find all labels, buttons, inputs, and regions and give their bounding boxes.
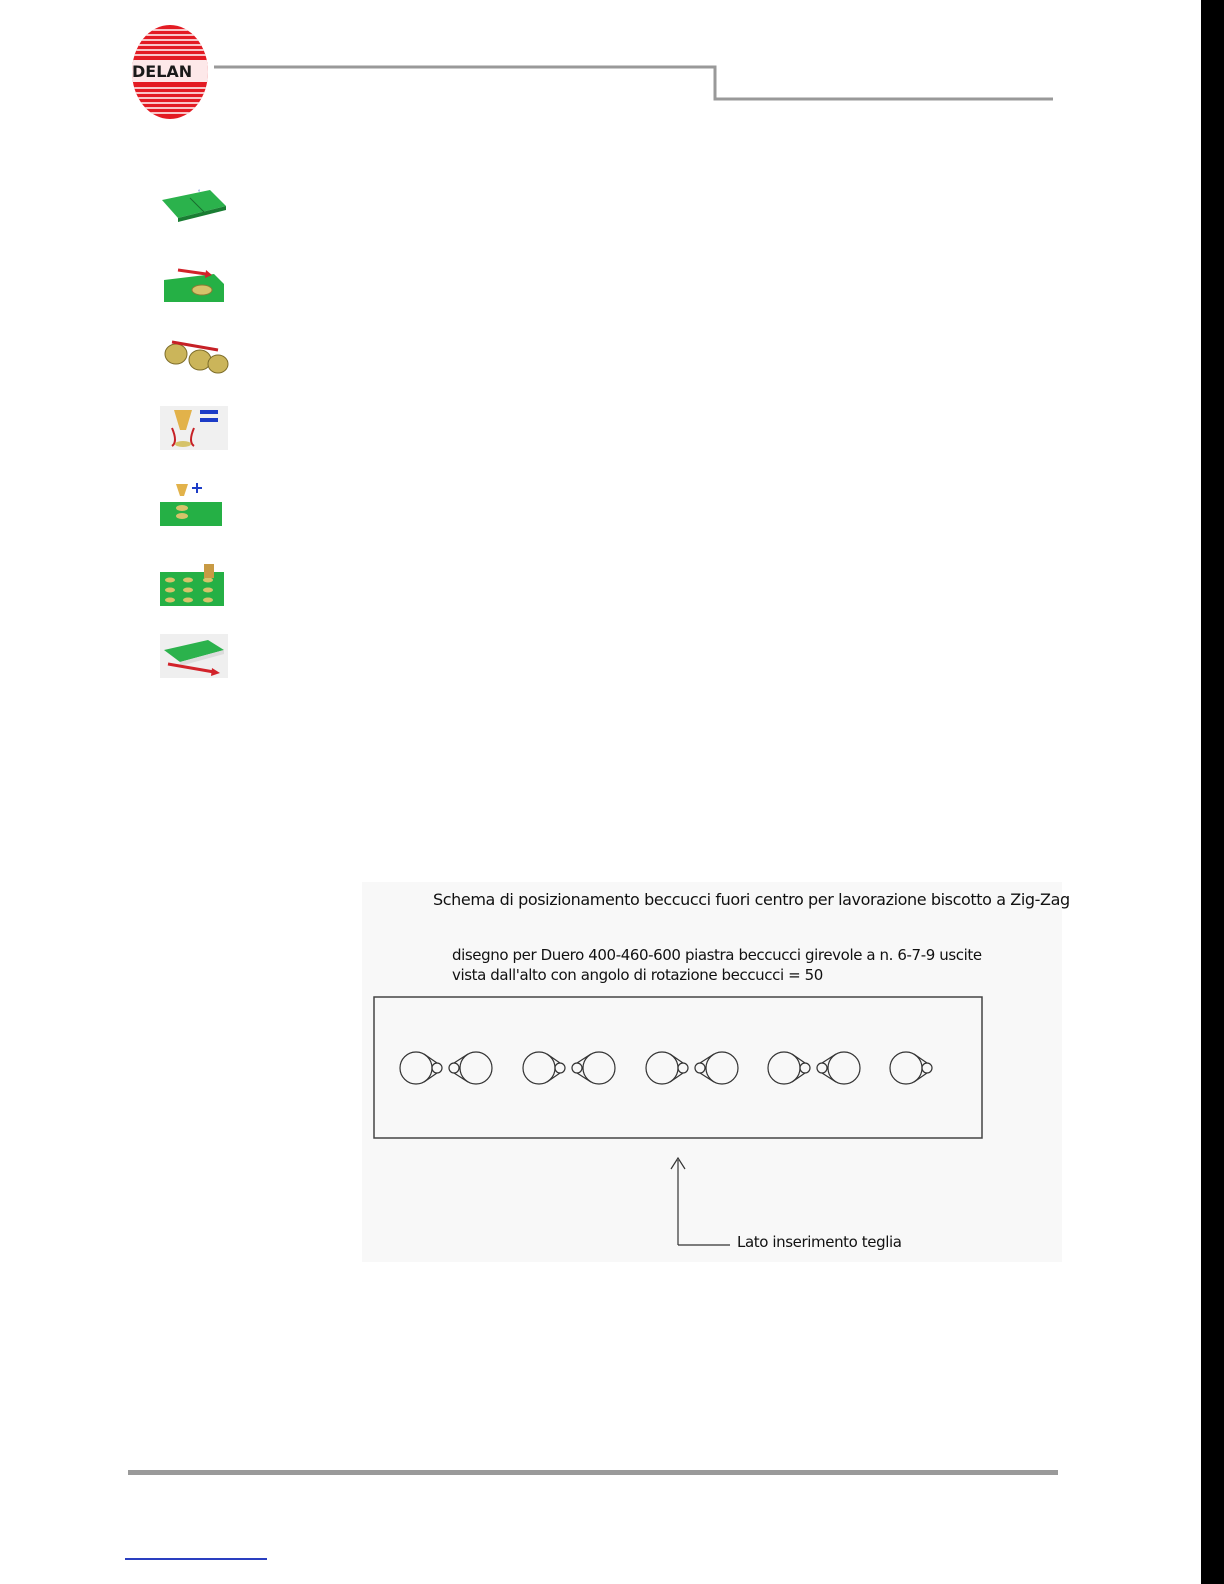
nozzle-equal-icon <box>160 406 228 450</box>
logo-text: DELAN <box>132 62 193 81</box>
delan-logo <box>130 22 214 122</box>
footer-link-underline[interactable] <box>125 1558 267 1560</box>
nozzle-pair <box>768 1052 860 1084</box>
nozzle-pair <box>646 1052 738 1084</box>
nozzle-pair <box>400 1052 492 1084</box>
tray-rotation-icon <box>160 182 228 226</box>
svg-text:°: ° <box>198 190 201 196</box>
insertion-side-label: Lato inserimento teglia <box>737 1233 902 1251</box>
figure-line-1: disegno per Duero 400-460-600 piastra beccucci girevole a n. 6-7-9 uscite <box>452 946 982 964</box>
page-edge <box>1201 0 1224 1584</box>
nozzle-single <box>890 1052 932 1084</box>
figure-title: Schema di posizionamento beccucci fuori centro per lavorazione biscotto a Zig-Zag <box>433 890 1070 909</box>
nozzle-plate-drawing <box>362 882 1062 1262</box>
nozzle-pair <box>523 1052 615 1084</box>
figure-line-2: vista dall'alto con angolo di rotazione beccucci = 50 <box>452 966 823 984</box>
tray-grid-icon <box>158 562 226 606</box>
nozzle-layout-figure <box>362 882 1070 1262</box>
biscuit-spacing-icon <box>162 332 230 376</box>
tray-exit-icon <box>160 634 228 678</box>
tray-move-icon <box>160 262 228 306</box>
footer-rule <box>128 1470 1058 1475</box>
nozzle-add-icon <box>158 482 226 526</box>
insertion-arrow <box>671 1158 730 1245</box>
